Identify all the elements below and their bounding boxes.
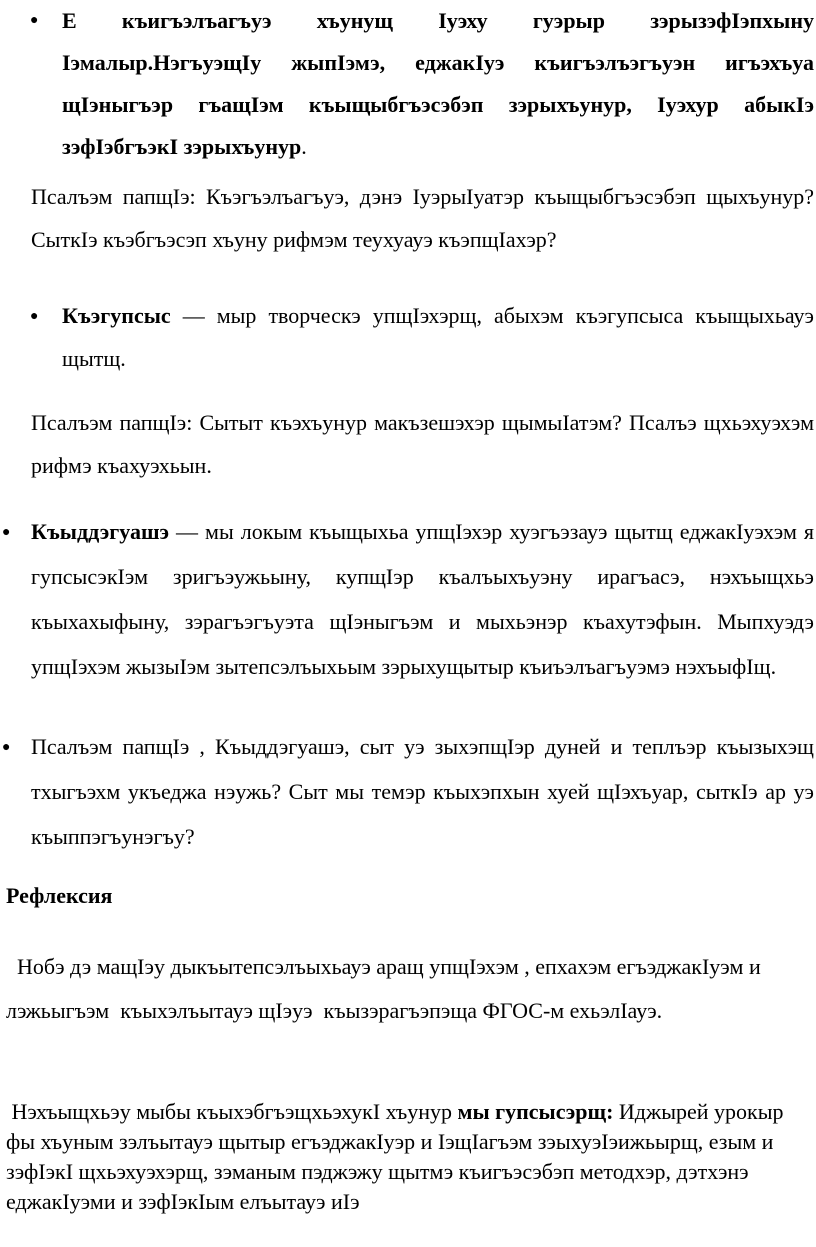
bullet-paragraph-application <box>0 0 816 168</box>
paragraph-text: Псалъэм папщIэ , Къыддэгуашэ, сыт уэ зыхэпщIэр дуней и теплъэр къызыхэщ тхыгъэхм укъеджа нэужь? Сыт мы темэр къыхэпхын хуей щIэхъуар, сыткIэ ар уэ къыппэгъунэгъу? <box>31 734 814 849</box>
example-paragraph-1 <box>0 175 816 261</box>
bullet-icon: ● <box>30 309 39 324</box>
bullet-icon: ● <box>2 525 11 540</box>
paragraph-text <box>62 294 814 380</box>
bold-text: мы гупсысэрщ: <box>457 1099 614 1124</box>
paragraph-text <box>62 0 814 168</box>
bullet-paragraph-think <box>0 294 816 380</box>
section-heading: Рефлексия <box>6 883 113 908</box>
plain-text: — мы локым къыщыхьа упщIэхэр хуэгъэзауэ щытщ еджакIуэхэм я гупсысэкIэм зригъэужьыну, купщIэр къалъыхъуэну ирагъасэ, нэхъыщхьэ къыхахыфыну, зэрагъэгъуэта щIэныгъэм и мыхьэнэр къахутэфын. Мыпхуэдэ упщIэхэм жызыIэм зытепсэлъыхьым зэрыхущытыр къиъэлъагъуэмэ нэхъыфIщ. <box>31 519 814 679</box>
bold-term: Къыддэгуашэ <box>31 519 170 544</box>
bold-term: Къэгупсыс <box>62 303 171 328</box>
example-paragraph-2 <box>0 401 816 487</box>
plain-text: . <box>301 134 307 159</box>
plain-text: Нэхъыщхьэу мыбы къыхэбгъэщхьэхукI хъунур <box>6 1099 458 1124</box>
bold-text: Е къигъэлъагъуэ хъунущ Iуэху гуэрыр зэрызэфIэпхыну Iэмалыр.НэгъуэщIу жыпIэмэ, еджакIуэ къигъэлъэгъуэн игъэхъуа щIэныгъэр гъащIэм къыщыбгъэсэбэп зэрыхъунур, Iуэхур абыкIэ зэфIэбгъэкI зэрыхъунур <box>62 8 814 159</box>
bullet-paragraph-share <box>0 509 816 689</box>
plain-text: — мыр творческэ упщIэхэрщ, абыхэм къэгупсыса къыщыхьауэ щытщ. <box>62 303 814 371</box>
paragraph-text: Псалъэм папщIэ: Къэгъэлъагъуэ, дэнэ IуэрыIуатэр къыщыбгъэсэбэп щыхъунур?СыткIэ къэбгъэсэп хъуну рифмэм теухуауэ къэпщIахэр? <box>31 184 814 252</box>
bullet-paragraph-example <box>0 724 816 859</box>
section-heading-block <box>0 881 816 911</box>
bullet-icon: ● <box>30 13 39 28</box>
conclusion-paragraph <box>0 1097 816 1217</box>
paragraph-text <box>31 509 814 689</box>
paragraph-text: Нобэ дэ мащIэу дыкъытепсэлъыхьауэ аращ упщIэхэм , епхахэм егъэджакIуэм и лэжьыгъэм къыхэлъытауэ щIэуэ къызэрагъэпэща ФГОС-м ехьэлIауэ. <box>6 954 767 1023</box>
reflection-paragraph <box>0 945 816 1033</box>
paragraph-text <box>6 1097 816 1217</box>
plain-text: Иджырей урокыр фы хъуным зэлъытауэ щытыр егъэджакIуэр и IэщIагъэм зэыхуэIэижьырщ, езым и зэфIэкI щхьэхуэхэрщ, зэманым пэджэжу щытмэ къигъэсэбэп методхэр, дэтхэнэ еджакIуэми и зэфIэкIым елъытауэ иIэ <box>6 1099 789 1214</box>
bullet-icon: ● <box>2 740 11 755</box>
paragraph-text: Псалъэм папщIэ: Сытыт къэхъунур макъзешэхэр щымыIатэм? Псалъэ щхьэхуэхэм рифмэ къахуэхьын. <box>31 410 814 478</box>
